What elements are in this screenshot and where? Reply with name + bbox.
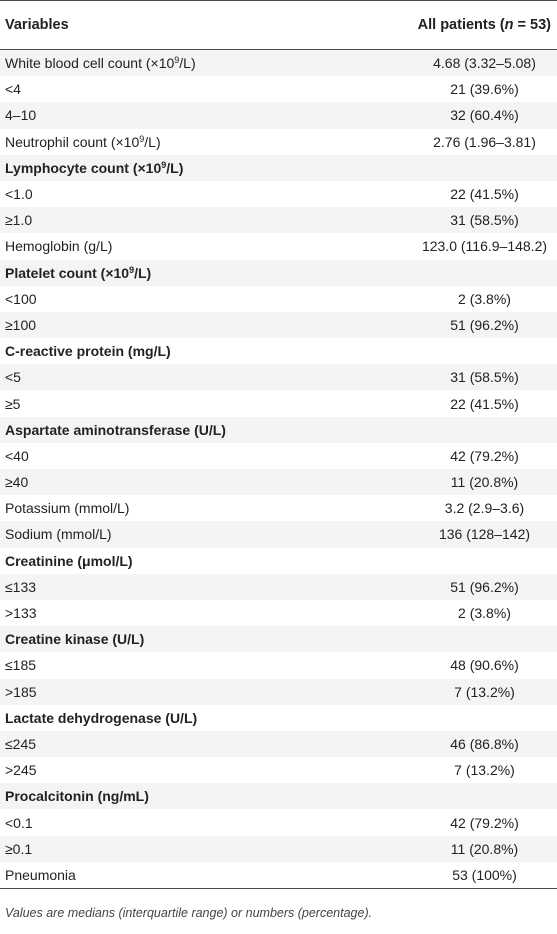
variable-label-unit: /L) xyxy=(166,159,184,176)
variable-label-text: Potassium (mmol/L) xyxy=(5,500,130,517)
variable-value: 32 (60.4%) xyxy=(338,102,557,128)
variable-label xyxy=(0,731,338,757)
variable-label-text: ≥100 xyxy=(5,316,37,333)
table-row xyxy=(0,574,557,600)
variable-label-text: Hemoglobin (g/L) xyxy=(5,238,113,255)
variable-label-superscript: 9 xyxy=(174,55,180,66)
variable-label xyxy=(0,495,338,521)
table-row xyxy=(0,364,557,390)
variable-label-text: ≥40 xyxy=(5,474,29,491)
table-header xyxy=(0,1,557,50)
table-row xyxy=(0,129,557,155)
variable-label-text: 4–10 xyxy=(5,107,37,124)
table-row xyxy=(0,521,557,547)
variable-value: 2.76 (1.96–3.81) xyxy=(338,129,557,155)
variable-value: 42 (79.2%) xyxy=(338,809,557,835)
variable-label-text: Procalcitonin (ng/mL) xyxy=(5,788,149,805)
variable-label-text: Lymphocyte count (×10 xyxy=(5,159,162,176)
variable-label-superscript: 9 xyxy=(161,159,167,170)
variable-label xyxy=(0,574,338,600)
variable-label-text: ≥1.0 xyxy=(5,212,33,229)
variable-label xyxy=(0,102,338,128)
header-all-patients xyxy=(338,1,557,50)
variable-label-text: >133 xyxy=(5,605,37,622)
variable-label xyxy=(0,233,338,259)
variable-value: 42 (79.2%) xyxy=(338,443,557,469)
variable-label xyxy=(0,260,338,286)
table-row xyxy=(0,233,557,259)
table-row xyxy=(0,207,557,233)
table-row xyxy=(0,652,557,678)
table-row xyxy=(0,809,557,835)
variable-label xyxy=(0,129,338,155)
variable-label-text: ≥5 xyxy=(5,395,21,412)
table-row xyxy=(0,390,557,416)
variable-label-superscript: 9 xyxy=(129,264,135,275)
variable-value: 31 (58.5%) xyxy=(338,207,557,233)
variable-label-text: <0.1 xyxy=(5,814,33,831)
variable-label-text: C-reactive protein (mg/L) xyxy=(5,343,171,360)
variable-label-text: <5 xyxy=(5,369,21,386)
variable-value: 7 (13.2%) xyxy=(338,757,557,783)
variable-label-text: <1.0 xyxy=(5,186,33,203)
variable-label-unit: /L) xyxy=(179,55,196,72)
table-row xyxy=(0,757,557,783)
variable-value xyxy=(338,783,557,809)
variable-label xyxy=(0,181,338,207)
table-row xyxy=(0,731,557,757)
variable-label-text: Sodium (mmol/L) xyxy=(5,526,112,543)
variable-value: 11 (20.8%) xyxy=(338,469,557,495)
variable-label-text: <4 xyxy=(5,81,21,98)
variable-value: 2 (3.8%) xyxy=(338,600,557,626)
variable-value: 136 (128–142) xyxy=(338,521,557,547)
variable-value xyxy=(338,338,557,364)
table-row xyxy=(0,836,557,862)
variable-label-text: ≤185 xyxy=(5,657,37,674)
variable-label xyxy=(0,862,338,889)
variable-label-text: Platelet count (×10 xyxy=(5,264,130,281)
table-row xyxy=(0,705,557,731)
table-row xyxy=(0,181,557,207)
variable-label-superscript: 9 xyxy=(139,133,145,144)
variable-value xyxy=(338,626,557,652)
variable-label xyxy=(0,548,338,574)
variable-value: 7 (13.2%) xyxy=(338,679,557,705)
table-body xyxy=(0,50,557,889)
variable-value: 48 (90.6%) xyxy=(338,652,557,678)
variable-value: 2 (3.8%) xyxy=(338,286,557,312)
variable-value: 22 (41.5%) xyxy=(338,181,557,207)
variable-label xyxy=(0,417,338,443)
variable-label xyxy=(0,50,338,77)
table-row xyxy=(0,76,557,102)
table-row xyxy=(0,155,557,181)
variable-label xyxy=(0,469,338,495)
variable-label xyxy=(0,836,338,862)
variable-value: 31 (58.5%) xyxy=(338,364,557,390)
variable-label xyxy=(0,443,338,469)
table-row xyxy=(0,286,557,312)
table-row xyxy=(0,469,557,495)
variable-label xyxy=(0,600,338,626)
variable-value xyxy=(338,260,557,286)
variable-label xyxy=(0,626,338,652)
variable-label xyxy=(0,705,338,731)
variable-label xyxy=(0,155,338,181)
table-row xyxy=(0,548,557,574)
table-row xyxy=(0,417,557,443)
variable-label xyxy=(0,757,338,783)
table-row xyxy=(0,495,557,521)
table-footnote: Values are medians (interquartile range) or numbers (percentage). xyxy=(5,906,373,920)
variable-label-text: White blood cell count (×10 xyxy=(5,55,175,72)
table-row xyxy=(0,312,557,338)
variable-label xyxy=(0,679,338,705)
variable-label-text: ≤133 xyxy=(5,578,37,595)
variable-label-unit: /L) xyxy=(134,264,152,281)
variable-label-text: >185 xyxy=(5,683,37,700)
table-row xyxy=(0,50,557,77)
variable-value: 51 (96.2%) xyxy=(338,574,557,600)
variable-value: 46 (86.8%) xyxy=(338,731,557,757)
variable-value: 3.2 (2.9–3.6) xyxy=(338,495,557,521)
variable-label xyxy=(0,312,338,338)
table-row xyxy=(0,626,557,652)
table-row xyxy=(0,338,557,364)
table-row xyxy=(0,102,557,128)
variable-value: 53 (100%) xyxy=(338,862,557,889)
variable-label xyxy=(0,809,338,835)
variable-label-text: Creatine kinase (U/L) xyxy=(5,631,145,648)
variable-label xyxy=(0,207,338,233)
header-variables: Variables xyxy=(0,1,338,50)
variable-label xyxy=(0,390,338,416)
variable-value: 4.68 (3.32–5.08) xyxy=(338,50,557,77)
table-row xyxy=(0,679,557,705)
header-all-patients-suffix: = 53) xyxy=(513,16,551,33)
variable-label-text: >245 xyxy=(5,762,37,779)
variable-label-text: <100 xyxy=(5,290,37,307)
variable-label xyxy=(0,364,338,390)
variable-value: 51 (96.2%) xyxy=(338,312,557,338)
variable-label xyxy=(0,338,338,364)
table-row xyxy=(0,862,557,889)
variable-value xyxy=(338,417,557,443)
variable-label xyxy=(0,76,338,102)
variable-label-text: Pneumonia xyxy=(5,866,76,883)
variable-value xyxy=(338,705,557,731)
variable-value: 123.0 (116.9–148.2) xyxy=(338,233,557,259)
variable-value: 22 (41.5%) xyxy=(338,390,557,416)
table-row xyxy=(0,783,557,809)
variable-label-unit: /L) xyxy=(144,133,161,150)
variable-label-text: Aspartate aminotransferase (U/L) xyxy=(5,421,226,438)
variable-label xyxy=(0,286,338,312)
table-row xyxy=(0,260,557,286)
header-all-patients-prefix: All patients ( xyxy=(417,16,505,33)
variable-value xyxy=(338,155,557,181)
variable-label-text: Neutrophil count (×10 xyxy=(5,133,140,150)
variable-label xyxy=(0,783,338,809)
header-row xyxy=(0,1,557,50)
variable-label-text: Creatinine (μmol/L) xyxy=(5,552,133,569)
variable-value: 21 (39.6%) xyxy=(338,76,557,102)
table-row xyxy=(0,600,557,626)
table-row xyxy=(0,443,557,469)
header-n-symbol: n xyxy=(504,16,514,33)
variable-value: 11 (20.8%) xyxy=(338,836,557,862)
variable-label-text: ≤245 xyxy=(5,735,37,752)
variable-value xyxy=(338,548,557,574)
variable-label xyxy=(0,521,338,547)
variable-label-text: ≥0.1 xyxy=(5,840,33,857)
variable-label xyxy=(0,652,338,678)
variable-label-text: <40 xyxy=(5,447,29,464)
variable-label-text: Lactate dehydrogenase (U/L) xyxy=(5,709,198,726)
